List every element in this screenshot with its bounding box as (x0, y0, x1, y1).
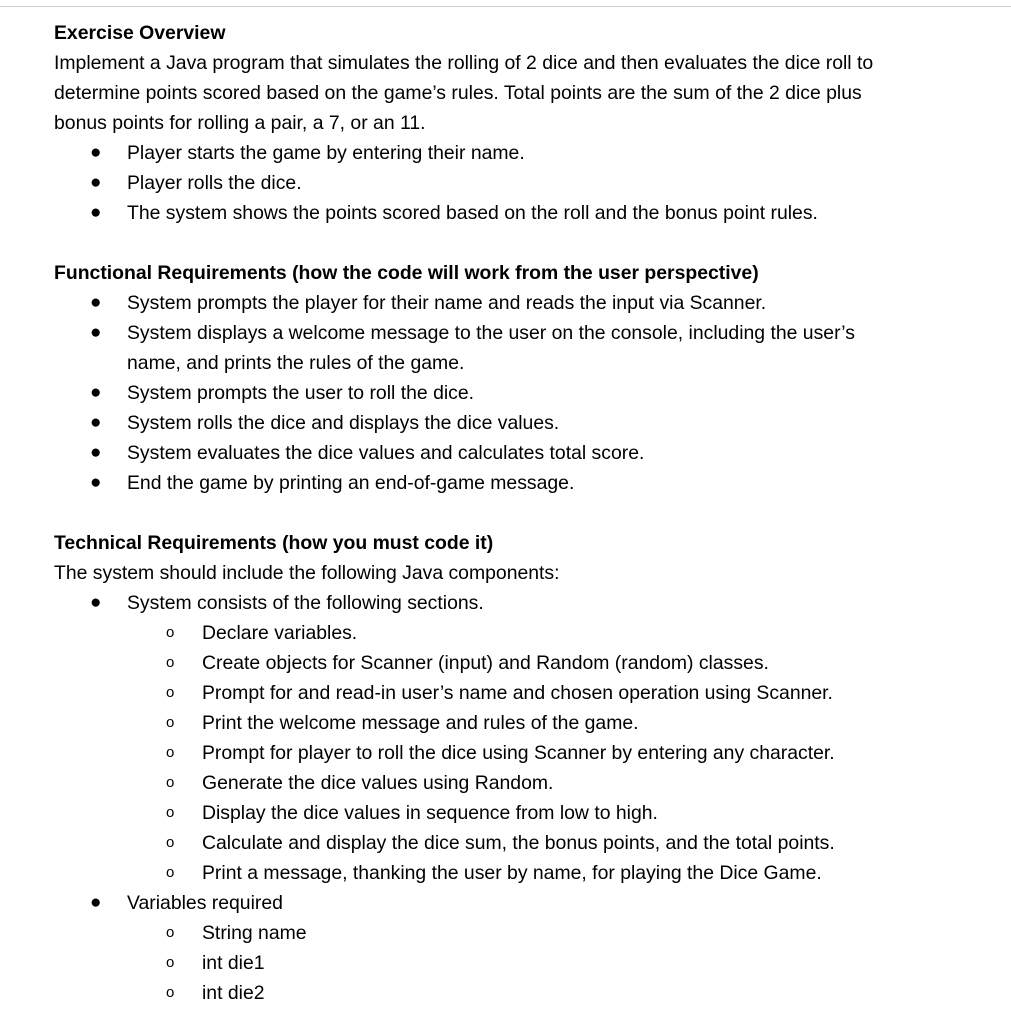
spacer (54, 228, 984, 258)
list-item (54, 318, 984, 378)
bullet-icon: ● (90, 322, 102, 343)
sublist-item (54, 828, 984, 858)
circle-bullet-icon: o (166, 864, 175, 881)
list-item (54, 588, 984, 888)
functional-bullet-list (54, 288, 984, 498)
list-item (54, 168, 984, 198)
bullet-icon: ● (90, 142, 102, 163)
circle-bullet-icon: o (166, 744, 175, 761)
variables-sublist (127, 918, 984, 1008)
document-body (54, 18, 984, 1008)
page-top-border (0, 0, 1011, 7)
sublist-item (54, 948, 984, 978)
sublist-item-text: Print a message, thanking the user by name, for playing the Dice Game. (202, 862, 822, 884)
sublist-item (54, 618, 984, 648)
list-item-text: System displays a welcome message to the user on the console, including the user’s (127, 322, 855, 344)
list-item-text: The system shows the points scored based on the roll and the bonus point rules. (127, 202, 818, 224)
list-item-text: System consists of the following sections. (127, 592, 484, 614)
sublist-item-text: Prompt for and read-in user’s name and chosen operation using Scanner. (202, 682, 833, 704)
list-item (54, 198, 984, 228)
list-item-text: End the game by printing an end-of-game message. (127, 472, 575, 494)
sublist-item-text: Create objects for Scanner (input) and Random (random) classes. (202, 652, 769, 674)
sublist-item-text: Display the dice values in sequence from low to high. (202, 802, 658, 824)
bullet-icon: ● (90, 292, 102, 313)
exercise-overview-section (54, 18, 984, 228)
circle-bullet-icon: o (166, 774, 175, 791)
sublist-item-text: int die1 (202, 952, 265, 974)
intro-line: bonus points for rolling a pair, a 7, or an 11. (54, 112, 426, 134)
sublist-item (54, 978, 984, 1008)
functional-requirements-heading: Functional Requirements (how the code will work from the user perspective) (54, 262, 759, 284)
exercise-overview-heading: Exercise Overview (54, 22, 226, 44)
circle-bullet-icon: o (166, 654, 175, 671)
bullet-icon: ● (90, 892, 102, 913)
sublist-item-text: String name (202, 922, 307, 944)
list-item (54, 468, 984, 498)
technical-requirements-heading: Technical Requirements (how you must code it) (54, 532, 494, 554)
bullet-icon: ● (90, 172, 102, 193)
sublist-item-text: Declare variables. (202, 622, 358, 644)
sublist-item-text: Prompt for player to roll the dice using Scanner by entering any character. (202, 742, 835, 764)
technical-intro: The system should include the following Java components: (54, 562, 560, 584)
bullet-icon: ● (90, 442, 102, 463)
list-item-text: System rolls the dice and displays the dice values. (127, 412, 560, 434)
sublist-item-text: Generate the dice values using Random. (202, 772, 554, 794)
bullet-icon: ● (90, 382, 102, 403)
circle-bullet-icon: o (166, 804, 175, 821)
list-item (54, 378, 984, 408)
intro-line: Implement a Java program that simulates the rolling of 2 dice and then evaluates the dice roll to (54, 52, 874, 74)
sublist-item (54, 648, 984, 678)
sublist-item (54, 678, 984, 708)
list-item-text: Player starts the game by entering their name. (127, 142, 525, 164)
sublist-item (54, 918, 984, 948)
bullet-icon: ● (90, 412, 102, 433)
functional-requirements-section (54, 258, 984, 498)
bullet-icon: ● (90, 472, 102, 493)
sublist-item (54, 708, 984, 738)
sublist-item (54, 738, 984, 768)
technical-requirements-section (54, 528, 984, 1008)
sections-sublist (127, 618, 984, 888)
list-item (54, 438, 984, 468)
list-item-text: System evaluates the dice values and calculates total score. (127, 442, 645, 464)
circle-bullet-icon: o (166, 954, 175, 971)
circle-bullet-icon: o (166, 834, 175, 851)
overview-bullet-list (54, 138, 984, 228)
sublist-item (54, 768, 984, 798)
list-item (54, 408, 984, 438)
list-item (54, 288, 984, 318)
list-item (54, 138, 984, 168)
sublist-item-text: int die2 (202, 982, 265, 1004)
sublist-item-text: Calculate and display the dice sum, the bonus points, and the total points. (202, 832, 835, 854)
bullet-icon: ● (90, 202, 102, 223)
circle-bullet-icon: o (166, 684, 175, 701)
sublist-item (54, 798, 984, 828)
intro-line: determine points scored based on the game’s rules. Total points are the sum of the 2 dice plus (54, 82, 862, 104)
circle-bullet-icon: o (166, 624, 175, 641)
list-item-text: Player rolls the dice. (127, 172, 302, 194)
list-item-text: System prompts the player for their name and reads the input via Scanner. (127, 292, 767, 314)
bullet-icon: ● (90, 592, 102, 613)
circle-bullet-icon: o (166, 714, 175, 731)
spacer (54, 498, 984, 528)
list-item (54, 888, 984, 1008)
circle-bullet-icon: o (166, 924, 175, 941)
list-item-text: Variables required (127, 892, 283, 914)
technical-bullet-list (54, 588, 984, 1008)
sublist-item (54, 858, 984, 888)
circle-bullet-icon: o (166, 984, 175, 1001)
sublist-item-text: Print the welcome message and rules of the game. (202, 712, 639, 734)
list-item-text-continued: name, and prints the rules of the game. (127, 352, 465, 374)
list-item-text: System prompts the user to roll the dice. (127, 382, 475, 404)
